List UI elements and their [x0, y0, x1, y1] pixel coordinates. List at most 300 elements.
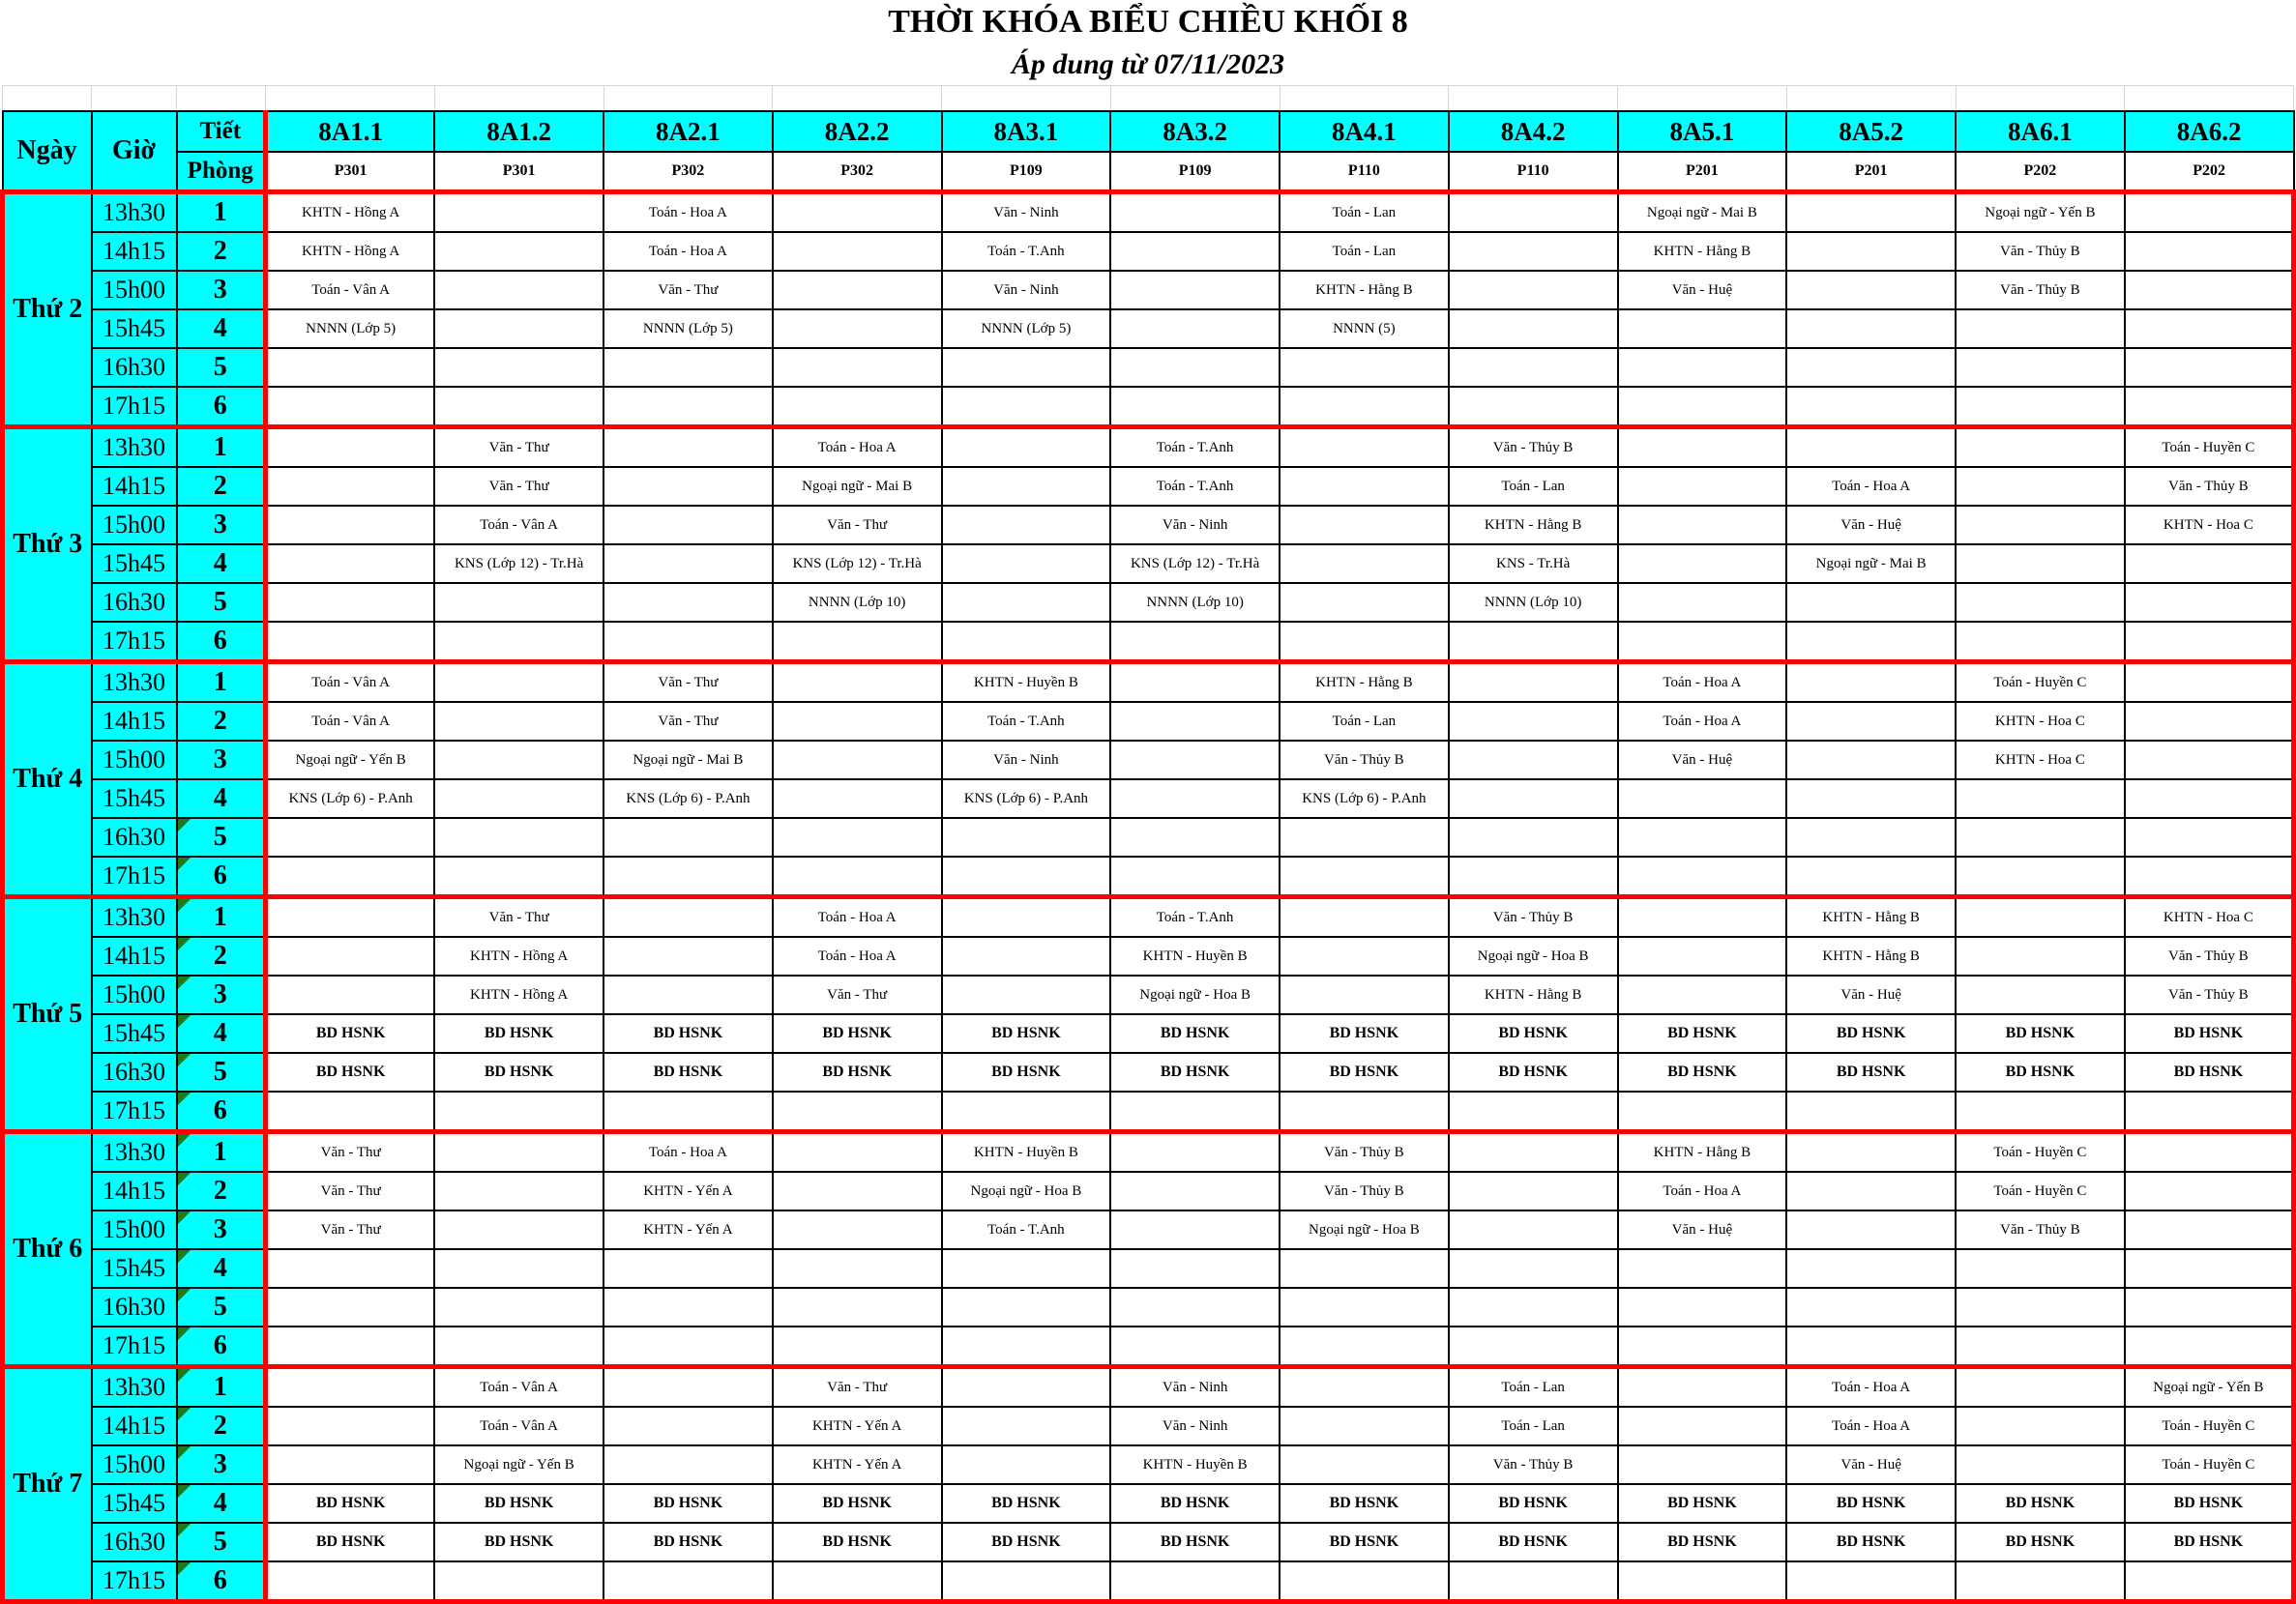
subject-cell[interactable]: Văn - Thư	[434, 897, 603, 938]
subject-cell[interactable]	[434, 348, 603, 387]
subject-cell[interactable]	[1449, 348, 1618, 387]
subject-cell[interactable]: KNS (Lớp 12) - Tr.Hà	[1110, 544, 1280, 583]
subject-cell[interactable]: BD HSNK	[1618, 1014, 1787, 1053]
period-cell[interactable]: 2	[177, 1172, 266, 1210]
subject-cell[interactable]	[1280, 857, 1449, 897]
subject-cell[interactable]: BD HSNK	[1280, 1523, 1449, 1561]
subject-cell[interactable]: Văn - Thủy B	[1449, 1445, 1618, 1484]
subject-cell[interactable]	[1618, 1445, 1787, 1484]
subject-cell[interactable]: BD HSNK	[1618, 1053, 1787, 1092]
subject-cell[interactable]: Ngoại ngữ - Yến B	[434, 1445, 603, 1484]
subject-cell[interactable]	[1110, 348, 1280, 387]
subject-cell[interactable]	[773, 387, 942, 427]
subject-cell[interactable]	[434, 702, 603, 741]
subject-cell[interactable]	[773, 192, 942, 233]
subject-cell[interactable]	[1786, 741, 1956, 779]
subject-cell[interactable]: BD HSNK	[942, 1523, 1111, 1561]
subject-cell[interactable]: BD HSNK	[603, 1523, 773, 1561]
subject-cell[interactable]	[603, 897, 773, 938]
subject-cell[interactable]	[266, 1407, 435, 1445]
subject-cell[interactable]	[1786, 857, 1956, 897]
room-header-8A3.1[interactable]: P109	[942, 152, 1111, 192]
day-cell[interactable]: Thứ 5	[3, 897, 92, 1132]
subject-cell[interactable]	[603, 427, 773, 468]
time-cell[interactable]: 16h30	[92, 1053, 177, 1092]
subject-cell[interactable]	[1786, 1249, 1956, 1288]
subject-cell[interactable]: Toán - T.Anh	[1110, 427, 1280, 468]
subject-cell[interactable]	[1280, 897, 1449, 938]
subject-cell[interactable]: Văn - Thủy B	[1449, 427, 1618, 468]
subject-cell[interactable]: Văn - Thư	[603, 702, 773, 741]
period-cell[interactable]: 3	[177, 741, 266, 779]
subject-cell[interactable]	[266, 467, 435, 506]
subject-cell[interactable]: Toán - Hoa A	[1786, 467, 1956, 506]
subject-cell[interactable]: BD HSNK	[1110, 1053, 1280, 1092]
subject-cell[interactable]	[1280, 583, 1449, 622]
subject-cell[interactable]	[434, 741, 603, 779]
subject-cell[interactable]	[773, 818, 942, 857]
subject-cell[interactable]	[266, 544, 435, 583]
class-header-8A3.2[interactable]: 8A3.2	[1110, 111, 1280, 152]
time-cell[interactable]: 14h15	[92, 232, 177, 271]
subject-cell[interactable]: BD HSNK	[1786, 1053, 1956, 1092]
subject-cell[interactable]	[1956, 467, 2125, 506]
subject-cell[interactable]	[1618, 1367, 1787, 1408]
subject-cell[interactable]: Toán - Hoa A	[1618, 1172, 1787, 1210]
subject-cell[interactable]: Toán - Vân A	[266, 662, 435, 703]
subject-cell[interactable]: Văn - Thủy B	[1956, 1210, 2125, 1249]
subject-cell[interactable]: BD HSNK	[1280, 1484, 1449, 1523]
subject-cell[interactable]: Văn - Thư	[266, 1210, 435, 1249]
subject-cell[interactable]	[1449, 741, 1618, 779]
subject-cell[interactable]	[1110, 857, 1280, 897]
time-cell[interactable]: 15h45	[92, 779, 177, 818]
subject-cell[interactable]: BD HSNK	[1280, 1014, 1449, 1053]
subject-cell[interactable]	[2125, 271, 2294, 309]
subject-cell[interactable]	[266, 857, 435, 897]
subject-cell[interactable]	[2125, 662, 2294, 703]
day-cell[interactable]: Thứ 4	[3, 662, 92, 897]
room-header-8A6.1[interactable]: P202	[1956, 152, 2125, 192]
subject-cell[interactable]	[1618, 857, 1787, 897]
subject-cell[interactable]: Văn - Thủy B	[2125, 976, 2294, 1014]
subject-cell[interactable]	[1449, 232, 1618, 271]
subject-cell[interactable]	[1449, 1327, 1618, 1367]
subject-cell[interactable]: KHTN - Yến A	[603, 1210, 773, 1249]
subject-cell[interactable]	[2125, 232, 2294, 271]
period-cell[interactable]: 3	[177, 506, 266, 544]
subject-cell[interactable]	[1618, 818, 1787, 857]
subject-cell[interactable]	[603, 348, 773, 387]
subject-cell[interactable]	[2125, 1288, 2294, 1327]
subject-cell[interactable]: BD HSNK	[1956, 1484, 2125, 1523]
subject-cell[interactable]	[434, 387, 603, 427]
room-column-header[interactable]: Phòng	[177, 152, 266, 192]
subject-cell[interactable]: KHTN - Yến A	[773, 1445, 942, 1484]
time-cell[interactable]: 15h45	[92, 1484, 177, 1523]
subject-cell[interactable]: BD HSNK	[266, 1014, 435, 1053]
subject-cell[interactable]	[1449, 309, 1618, 348]
subject-cell[interactable]	[603, 1092, 773, 1132]
subject-cell[interactable]: Toán - Hoa A	[603, 1132, 773, 1173]
time-cell[interactable]: 17h15	[92, 622, 177, 662]
subject-cell[interactable]: KNS (Lớp 6) - P.Anh	[266, 779, 435, 818]
subject-cell[interactable]	[773, 309, 942, 348]
period-cell[interactable]: 4	[177, 1014, 266, 1053]
subject-cell[interactable]	[773, 622, 942, 662]
subject-cell[interactable]	[434, 1092, 603, 1132]
subject-cell[interactable]: BD HSNK	[1786, 1014, 1956, 1053]
subject-cell[interactable]	[773, 348, 942, 387]
room-header-8A4.2[interactable]: P110	[1449, 152, 1618, 192]
subject-cell[interactable]: Văn - Thư	[266, 1172, 435, 1210]
subject-cell[interactable]	[1786, 818, 1956, 857]
subject-cell[interactable]: Toán - T.Anh	[942, 232, 1111, 271]
subject-cell[interactable]: Toán - Huyền C	[2125, 1445, 2294, 1484]
subject-cell[interactable]: KHTN - Hằng B	[1786, 937, 1956, 976]
subject-cell[interactable]	[434, 1249, 603, 1288]
subject-cell[interactable]	[434, 1132, 603, 1173]
subject-cell[interactable]	[266, 1092, 435, 1132]
period-cell[interactable]: 1	[177, 192, 266, 233]
subject-cell[interactable]: Toán - T.Anh	[942, 702, 1111, 741]
subject-cell[interactable]	[1449, 1210, 1618, 1249]
subject-cell[interactable]	[1280, 937, 1449, 976]
subject-cell[interactable]	[1786, 1327, 1956, 1367]
subject-cell[interactable]	[1618, 976, 1787, 1014]
subject-cell[interactable]	[773, 857, 942, 897]
subject-cell[interactable]: BD HSNK	[1110, 1014, 1280, 1053]
subject-cell[interactable]: Toán - T.Anh	[1110, 897, 1280, 938]
subject-cell[interactable]	[1110, 779, 1280, 818]
subject-cell[interactable]: Toán - Huyền C	[1956, 662, 2125, 703]
subject-cell[interactable]: BD HSNK	[2125, 1014, 2294, 1053]
subject-cell[interactable]	[2125, 702, 2294, 741]
subject-cell[interactable]	[1449, 1132, 1618, 1173]
time-cell[interactable]: 17h15	[92, 1327, 177, 1367]
subject-cell[interactable]: Văn - Thủy B	[1956, 232, 2125, 271]
subject-cell[interactable]	[942, 348, 1111, 387]
subject-cell[interactable]: KNS (Lớp 12) - Tr.Hà	[773, 544, 942, 583]
subject-cell[interactable]	[1786, 348, 1956, 387]
subject-cell[interactable]	[603, 387, 773, 427]
subject-cell[interactable]: BD HSNK	[942, 1484, 1111, 1523]
day-cell[interactable]: Thứ 7	[3, 1367, 92, 1602]
subject-cell[interactable]	[1618, 1249, 1787, 1288]
subject-cell[interactable]	[434, 622, 603, 662]
subject-cell[interactable]	[2125, 779, 2294, 818]
period-cell[interactable]: 6	[177, 1327, 266, 1367]
time-cell[interactable]: 13h30	[92, 897, 177, 938]
subject-cell[interactable]	[1618, 1092, 1787, 1132]
subject-cell[interactable]	[1110, 1327, 1280, 1367]
subject-cell[interactable]: NNNN (Lớp 10)	[1110, 583, 1280, 622]
subject-cell[interactable]: KHTN - Huyền B	[942, 662, 1111, 703]
subject-cell[interactable]: Ngoại ngữ - Mai B	[1618, 192, 1787, 233]
subject-cell[interactable]	[603, 1407, 773, 1445]
subject-cell[interactable]	[942, 1327, 1111, 1367]
subject-cell[interactable]: BD HSNK	[2125, 1053, 2294, 1092]
subject-cell[interactable]	[266, 506, 435, 544]
subject-cell[interactable]: Văn - Ninh	[1110, 1367, 1280, 1408]
time-cell[interactable]: 15h00	[92, 506, 177, 544]
subject-cell[interactable]	[1956, 1327, 2125, 1367]
period-cell[interactable]: 5	[177, 818, 266, 857]
subject-cell[interactable]: Văn - Huệ	[1618, 1210, 1787, 1249]
subject-cell[interactable]: Văn - Huệ	[1618, 741, 1787, 779]
subject-cell[interactable]	[1110, 741, 1280, 779]
subject-cell[interactable]	[1618, 544, 1787, 583]
subject-cell[interactable]	[1449, 1092, 1618, 1132]
subject-cell[interactable]: Toán - Lan	[1449, 1367, 1618, 1408]
subject-cell[interactable]: NNNN (Lớp 10)	[773, 583, 942, 622]
subject-cell[interactable]	[2125, 192, 2294, 233]
subject-cell[interactable]	[2125, 544, 2294, 583]
period-cell[interactable]: 2	[177, 1407, 266, 1445]
subject-cell[interactable]: Toán - Vân A	[434, 1367, 603, 1408]
subject-cell[interactable]: Văn - Thư	[773, 976, 942, 1014]
subject-cell[interactable]	[266, 1561, 435, 1602]
subject-cell[interactable]: BD HSNK	[434, 1014, 603, 1053]
subject-cell[interactable]	[1110, 1210, 1280, 1249]
subject-cell[interactable]	[773, 1561, 942, 1602]
subject-cell[interactable]	[1449, 1172, 1618, 1210]
room-header-8A1.1[interactable]: P301	[266, 152, 435, 192]
day-column-header[interactable]: Ngày	[3, 111, 92, 192]
subject-cell[interactable]	[603, 857, 773, 897]
subject-cell[interactable]	[942, 467, 1111, 506]
subject-cell[interactable]	[434, 662, 603, 703]
subject-cell[interactable]: BD HSNK	[434, 1053, 603, 1092]
subject-cell[interactable]	[773, 1249, 942, 1288]
subject-cell[interactable]: BD HSNK	[942, 1053, 1111, 1092]
subject-cell[interactable]: Văn - Thư	[434, 427, 603, 468]
day-cell[interactable]: Thứ 2	[3, 192, 92, 427]
subject-cell[interactable]	[1956, 1407, 2125, 1445]
time-cell[interactable]: 15h00	[92, 271, 177, 309]
subject-cell[interactable]: Ngoại ngữ - Yến B	[266, 741, 435, 779]
period-cell[interactable]: 3	[177, 271, 266, 309]
time-cell[interactable]: 15h45	[92, 1249, 177, 1288]
subject-cell[interactable]	[266, 937, 435, 976]
subject-cell[interactable]	[1956, 387, 2125, 427]
subject-cell[interactable]	[1280, 348, 1449, 387]
subject-cell[interactable]: NNNN (Lớp 5)	[603, 309, 773, 348]
subject-cell[interactable]	[2125, 622, 2294, 662]
subject-cell[interactable]: KHTN - Huyền B	[942, 1132, 1111, 1173]
subject-cell[interactable]: Toán - Huyền C	[1956, 1172, 2125, 1210]
time-cell[interactable]: 14h15	[92, 702, 177, 741]
subject-cell[interactable]	[1956, 622, 2125, 662]
time-cell[interactable]: 17h15	[92, 857, 177, 897]
time-cell[interactable]: 15h45	[92, 1014, 177, 1053]
class-header-8A5.2[interactable]: 8A5.2	[1786, 111, 1956, 152]
subject-cell[interactable]	[603, 622, 773, 662]
subject-cell[interactable]	[2125, 857, 2294, 897]
subject-cell[interactable]: Ngoại ngữ - Mai B	[1786, 544, 1956, 583]
subject-cell[interactable]: Toán - T.Anh	[1110, 467, 1280, 506]
subject-cell[interactable]	[1956, 937, 2125, 976]
subject-cell[interactable]	[1956, 857, 2125, 897]
subject-cell[interactable]	[1280, 1249, 1449, 1288]
subject-cell[interactable]	[1280, 506, 1449, 544]
period-cell[interactable]: 4	[177, 1249, 266, 1288]
subject-cell[interactable]: BD HSNK	[1956, 1014, 2125, 1053]
subject-cell[interactable]	[1786, 427, 1956, 468]
period-cell[interactable]: 1	[177, 427, 266, 468]
subject-cell[interactable]	[773, 702, 942, 741]
period-cell[interactable]: 2	[177, 232, 266, 271]
subject-cell[interactable]	[603, 1561, 773, 1602]
period-cell[interactable]: 5	[177, 1288, 266, 1327]
time-cell[interactable]: 13h30	[92, 1367, 177, 1408]
subject-cell[interactable]: NNNN (Lớp 5)	[266, 309, 435, 348]
subject-cell[interactable]	[1280, 387, 1449, 427]
subject-cell[interactable]: Văn - Thủy B	[1280, 1132, 1449, 1173]
subject-cell[interactable]: BD HSNK	[773, 1014, 942, 1053]
subject-cell[interactable]	[1786, 1210, 1956, 1249]
period-cell[interactable]: 1	[177, 1367, 266, 1408]
subject-cell[interactable]: BD HSNK	[1110, 1484, 1280, 1523]
subject-cell[interactable]	[1618, 467, 1787, 506]
period-cell[interactable]: 2	[177, 702, 266, 741]
subject-cell[interactable]: NNNN (5)	[1280, 309, 1449, 348]
subject-cell[interactable]	[266, 1249, 435, 1288]
subject-cell[interactable]	[1956, 897, 2125, 938]
subject-cell[interactable]: Toán - Vân A	[266, 271, 435, 309]
subject-cell[interactable]	[266, 818, 435, 857]
subject-cell[interactable]: BD HSNK	[2125, 1484, 2294, 1523]
subject-cell[interactable]	[1786, 309, 1956, 348]
subject-cell[interactable]: BD HSNK	[603, 1014, 773, 1053]
subject-cell[interactable]	[942, 1249, 1111, 1288]
subject-cell[interactable]: BD HSNK	[1280, 1053, 1449, 1092]
subject-cell[interactable]	[942, 897, 1111, 938]
subject-cell[interactable]	[1449, 622, 1618, 662]
subject-cell[interactable]	[1956, 1561, 2125, 1602]
subject-cell[interactable]	[1618, 583, 1787, 622]
subject-cell[interactable]	[1449, 818, 1618, 857]
class-header-8A4.2[interactable]: 8A4.2	[1449, 111, 1618, 152]
subject-cell[interactable]	[434, 271, 603, 309]
subject-cell[interactable]: Văn - Ninh	[942, 741, 1111, 779]
subject-cell[interactable]	[1110, 1172, 1280, 1210]
time-cell[interactable]: 16h30	[92, 583, 177, 622]
subject-cell[interactable]: BD HSNK	[773, 1523, 942, 1561]
time-cell[interactable]: 13h30	[92, 662, 177, 703]
subject-cell[interactable]: Toán - T.Anh	[942, 1210, 1111, 1249]
subject-cell[interactable]: Văn - Huệ	[1618, 271, 1787, 309]
subject-cell[interactable]	[2125, 387, 2294, 427]
room-header-8A5.1[interactable]: P201	[1618, 152, 1787, 192]
subject-cell[interactable]: Toán - Hoa A	[773, 937, 942, 976]
subject-cell[interactable]	[1449, 702, 1618, 741]
subject-cell[interactable]: Toán - Hoa A	[1786, 1407, 1956, 1445]
subject-cell[interactable]	[1786, 232, 1956, 271]
subject-cell[interactable]: Toán - Hoa A	[603, 192, 773, 233]
room-header-8A6.2[interactable]: P202	[2125, 152, 2294, 192]
subject-cell[interactable]	[2125, 1132, 2294, 1173]
room-header-8A5.2[interactable]: P201	[1786, 152, 1956, 192]
subject-cell[interactable]: KHTN - Hoa C	[2125, 506, 2294, 544]
subject-cell[interactable]	[2125, 1561, 2294, 1602]
subject-cell[interactable]	[1956, 309, 2125, 348]
subject-cell[interactable]	[1618, 387, 1787, 427]
subject-cell[interactable]	[2125, 1327, 2294, 1367]
subject-cell[interactable]	[1956, 544, 2125, 583]
subject-cell[interactable]	[1110, 232, 1280, 271]
class-header-8A2.2[interactable]: 8A2.2	[773, 111, 942, 152]
subject-cell[interactable]	[1280, 1561, 1449, 1602]
subject-cell[interactable]	[1280, 544, 1449, 583]
subject-cell[interactable]	[1449, 779, 1618, 818]
time-cell[interactable]: 15h00	[92, 976, 177, 1014]
subject-cell[interactable]	[603, 1445, 773, 1484]
subject-cell[interactable]: BD HSNK	[1618, 1484, 1787, 1523]
subject-cell[interactable]	[773, 1210, 942, 1249]
subject-cell[interactable]: Văn - Thủy B	[2125, 467, 2294, 506]
subject-cell[interactable]	[1956, 1092, 2125, 1132]
subject-cell[interactable]: Toán - Vân A	[434, 1407, 603, 1445]
subject-cell[interactable]	[942, 1445, 1111, 1484]
subject-cell[interactable]: Ngoại ngữ - Hoa B	[942, 1172, 1111, 1210]
subject-cell[interactable]: BD HSNK	[434, 1523, 603, 1561]
subject-cell[interactable]	[434, 1561, 603, 1602]
period-cell[interactable]: 5	[177, 348, 266, 387]
subject-cell[interactable]	[1449, 1249, 1618, 1288]
time-cell[interactable]: 17h15	[92, 1092, 177, 1132]
subject-cell[interactable]	[1786, 583, 1956, 622]
subject-cell[interactable]	[773, 1132, 942, 1173]
subject-cell[interactable]	[1110, 309, 1280, 348]
subject-cell[interactable]: KHTN - Yến A	[603, 1172, 773, 1210]
subject-cell[interactable]: Toán - Hoa A	[1618, 662, 1787, 703]
subject-cell[interactable]: Toán - Huyền C	[2125, 427, 2294, 468]
subject-cell[interactable]	[1786, 1172, 1956, 1210]
subject-cell[interactable]	[434, 1327, 603, 1367]
subject-cell[interactable]: KHTN - Hồng A	[266, 192, 435, 233]
day-cell[interactable]: Thứ 6	[3, 1132, 92, 1367]
subject-cell[interactable]	[1110, 387, 1280, 427]
subject-cell[interactable]: BD HSNK	[603, 1053, 773, 1092]
subject-cell[interactable]	[942, 1561, 1111, 1602]
subject-cell[interactable]: BD HSNK	[1449, 1523, 1618, 1561]
subject-cell[interactable]	[942, 622, 1111, 662]
subject-cell[interactable]	[942, 506, 1111, 544]
subject-cell[interactable]	[1786, 622, 1956, 662]
class-header-8A2.1[interactable]: 8A2.1	[603, 111, 773, 152]
period-cell[interactable]: 4	[177, 1484, 266, 1523]
period-cell[interactable]: 6	[177, 1561, 266, 1602]
subject-cell[interactable]: BD HSNK	[1786, 1523, 1956, 1561]
subject-cell[interactable]: Văn - Ninh	[1110, 1407, 1280, 1445]
subject-cell[interactable]	[1618, 1327, 1787, 1367]
subject-cell[interactable]	[942, 1288, 1111, 1327]
subject-cell[interactable]	[1110, 662, 1280, 703]
subject-cell[interactable]	[1110, 1288, 1280, 1327]
subject-cell[interactable]: Văn - Thủy B	[1280, 1172, 1449, 1210]
subject-cell[interactable]: BD HSNK	[773, 1484, 942, 1523]
class-header-8A1.1[interactable]: 8A1.1	[266, 111, 435, 152]
subject-cell[interactable]: Ngoại ngữ - Yến B	[1956, 192, 2125, 233]
subject-cell[interactable]	[2125, 583, 2294, 622]
time-cell[interactable]: 17h15	[92, 387, 177, 427]
subject-cell[interactable]	[434, 1210, 603, 1249]
subject-cell[interactable]	[1618, 506, 1787, 544]
subject-cell[interactable]: KNS (Lớp 6) - P.Anh	[603, 779, 773, 818]
class-header-8A1.2[interactable]: 8A1.2	[434, 111, 603, 152]
subject-cell[interactable]: Văn - Thủy B	[1956, 271, 2125, 309]
